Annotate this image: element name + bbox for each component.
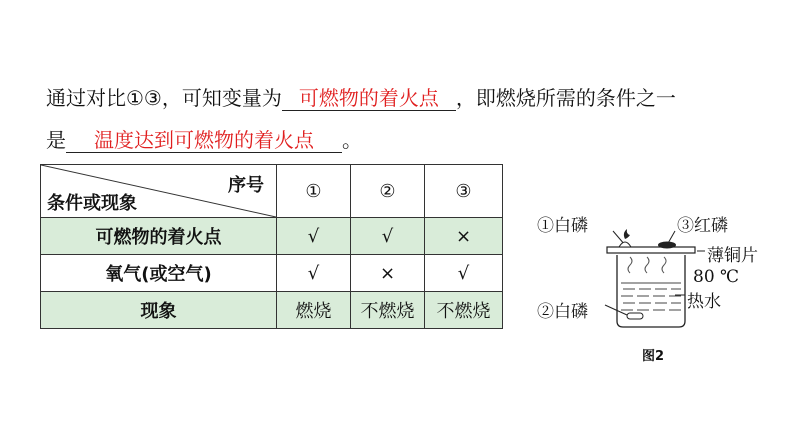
fill-in-line-2 bbox=[46, 124, 362, 153]
table-cell: √ bbox=[425, 255, 503, 292]
header-number-label: 序号 bbox=[228, 175, 264, 196]
label-copper-sheet: 薄铜片 bbox=[707, 246, 758, 266]
table-row bbox=[41, 292, 503, 329]
comparison-table bbox=[40, 164, 503, 329]
table-cell: √ bbox=[351, 218, 425, 255]
red-phosphorus-icon bbox=[658, 242, 676, 249]
column-header-1: ① bbox=[277, 165, 351, 218]
table-cell: 燃烧 bbox=[277, 292, 351, 329]
row-label: 氧气(或空气) bbox=[41, 255, 277, 292]
line1-suffix: ，即燃烧所需的条件之一 bbox=[455, 86, 676, 110]
white-phosphorus-top-icon bbox=[619, 242, 631, 247]
answer-blank-1: 可燃物的着火点 bbox=[282, 86, 456, 111]
table-cell: 不燃烧 bbox=[425, 292, 503, 329]
white-phosphorus-bottom-icon bbox=[627, 313, 643, 319]
experiment-figure bbox=[535, 205, 775, 365]
table-cell: √ bbox=[277, 218, 351, 255]
table-row bbox=[41, 255, 503, 292]
label-red-phosphorus: ③红磷 bbox=[677, 216, 728, 236]
line2-suffix: 。 bbox=[342, 128, 362, 152]
row-label: 现象 bbox=[41, 292, 277, 329]
hot-water-icon bbox=[621, 283, 681, 310]
table-cell: × bbox=[351, 255, 425, 292]
figure-caption: 图2 bbox=[642, 349, 665, 364]
table-cell: 不燃烧 bbox=[351, 292, 425, 329]
header-diagonal-cell bbox=[41, 165, 277, 218]
row-label: 可燃物的着火点 bbox=[41, 218, 277, 255]
label-hot-water: 热水 bbox=[687, 292, 721, 312]
line2-prefix: 是 bbox=[46, 128, 66, 152]
table-header-row bbox=[41, 165, 503, 218]
line1-prefix: 通过对比①③，可知变量为 bbox=[46, 86, 282, 110]
header-condition-label: 条件或现象 bbox=[47, 193, 137, 214]
answer-blank-2: 温度达到可燃物的着火点 bbox=[66, 128, 342, 153]
flame-icon bbox=[624, 229, 630, 239]
table-row bbox=[41, 218, 503, 255]
copper-sheet-icon bbox=[607, 247, 695, 253]
label-white-phosphorus-top: ①白磷 bbox=[537, 216, 588, 236]
fill-in-line-1 bbox=[46, 82, 676, 111]
column-header-3: ③ bbox=[425, 165, 503, 218]
label-white-phosphorus-bottom: ②白磷 bbox=[537, 302, 588, 322]
column-header-2: ② bbox=[351, 165, 425, 218]
table-cell: √ bbox=[277, 255, 351, 292]
label-temperature: 80 ℃ bbox=[693, 267, 740, 287]
table-cell: × bbox=[425, 218, 503, 255]
